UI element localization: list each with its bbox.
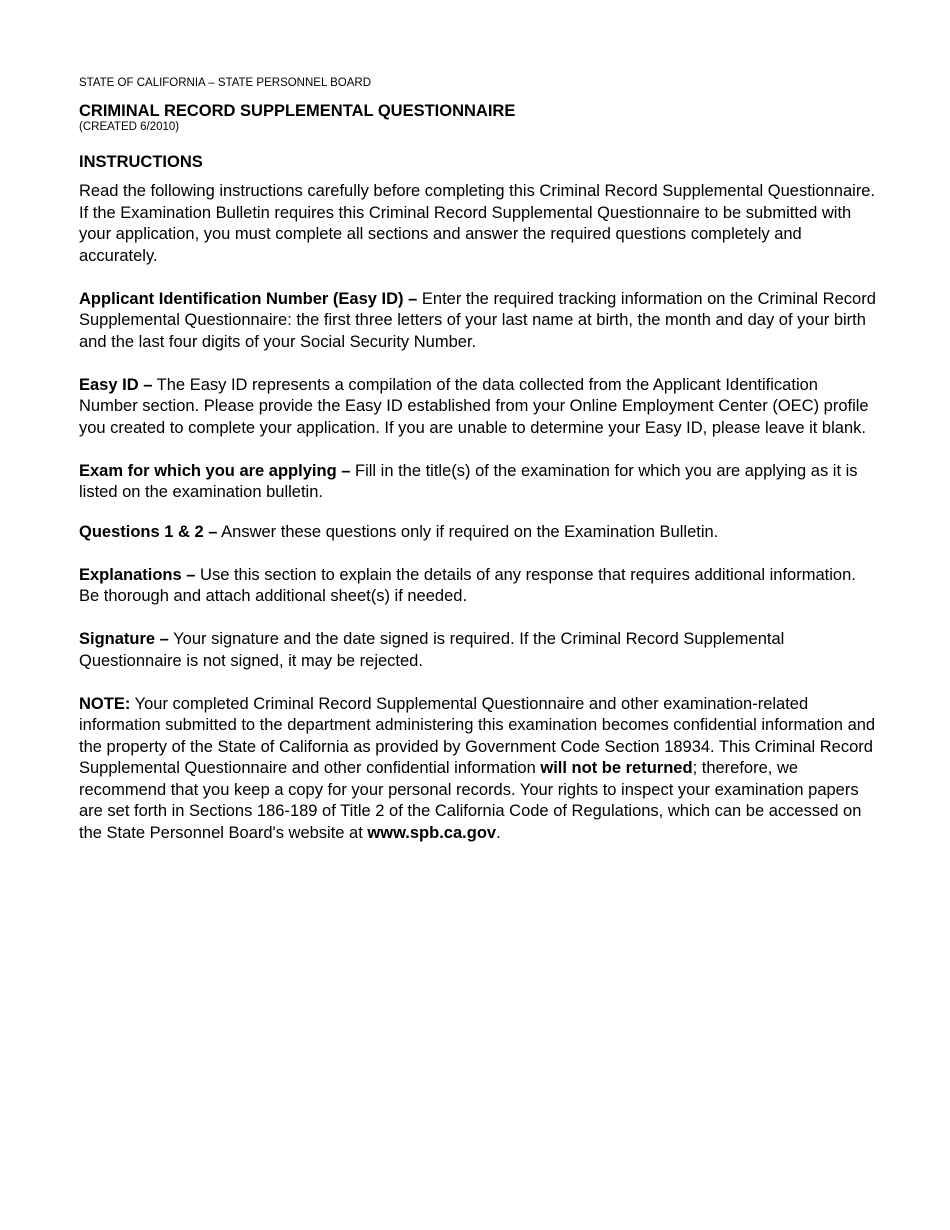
applicant-id-label: Applicant Identification Number (Easy ID) –	[79, 289, 418, 308]
website-link[interactable]: www.spb.ca.gov	[367, 823, 497, 842]
instructions-intro: Read the following instructions carefully before completing this Criminal Record Supplemental Questionnaire. If the Examination Bulletin requires this Criminal Record Supplemental Questionnaire to be submitted with your application, you must complete all sections and answer the required questions completely and accurately.	[79, 182, 876, 265]
signature-paragraph	[79, 629, 876, 672]
explanations-text: Use this section to explain the details of any response that requires additional information. Be thorough and attach additional sheet(s) if needed.	[79, 565, 856, 605]
questions-label: Questions 1 & 2 –	[79, 522, 218, 541]
easy-id-text: The Easy ID represents a compilation of the data collected from the Applicant Identification Number section. Please provide the Easy ID established from your Online Employment Center (OEC) profile you created to complete your application. If you are unable to determine your Easy ID, please leave it blank.	[79, 375, 869, 437]
explanations-label: Explanations –	[79, 565, 196, 584]
applicant-id-text: Enter the required tracking information on the Criminal Record Supplemental Questionnaire: the first three letters of your last name at birth, the month and day of your birth and the last four digits of your Social Security Number.	[79, 289, 876, 351]
applicant-id-paragraph	[79, 289, 876, 354]
note-text-2: ; therefore, we recommend that you keep a copy for your personal records. Your rights to inspect your examination papers are set forth in Sections 186-189 of Title 2 of the California Code of Regulations, which can be accessed on the State Personnel Board's website at	[79, 759, 862, 842]
questions-paragraph	[79, 522, 876, 544]
agency-name: STATE OF CALIFORNIA – STATE PERSONNEL BOARD	[79, 77, 372, 89]
note-label: NOTE:	[79, 694, 131, 713]
exam-paragraph	[79, 461, 876, 504]
explanations-paragraph	[79, 565, 876, 608]
note-text-3: .	[496, 823, 501, 842]
note-paragraph	[79, 694, 876, 845]
signature-text: Your signature and the date signed is required. If the Criminal Record Supplemental Questionnaire is not signed, it may be rejected.	[79, 630, 785, 670]
instructions-heading: INSTRUCTIONS	[79, 153, 203, 171]
signature-label: Signature –	[79, 630, 169, 648]
note-bold-not-returned: will not be returned	[540, 759, 693, 777]
easy-id-paragraph	[79, 375, 876, 440]
document-title: CRIMINAL RECORD SUPPLEMENTAL QUESTIONNAIRE	[79, 102, 516, 120]
questions-text: Answer these questions only if required on the Examination Bulletin.	[217, 522, 719, 541]
exam-label: Exam for which you are applying –	[79, 461, 351, 480]
easy-id-label: Easy ID –	[79, 375, 153, 394]
created-date: (CREATED 6/2010)	[79, 121, 180, 133]
exam-text: Fill in the title(s) of the examination for which you are applying as it is listed on the examination bulletin.	[79, 461, 858, 501]
note-text-1: Your completed Criminal Record Supplemental Questionnaire and other examination-related information submitted to the department administering this examination becomes confidential information and the property of the State of California as provided by Government Code Section 18934. This Criminal Record Supplemental Questionnaire and other confidential information	[79, 694, 876, 777]
